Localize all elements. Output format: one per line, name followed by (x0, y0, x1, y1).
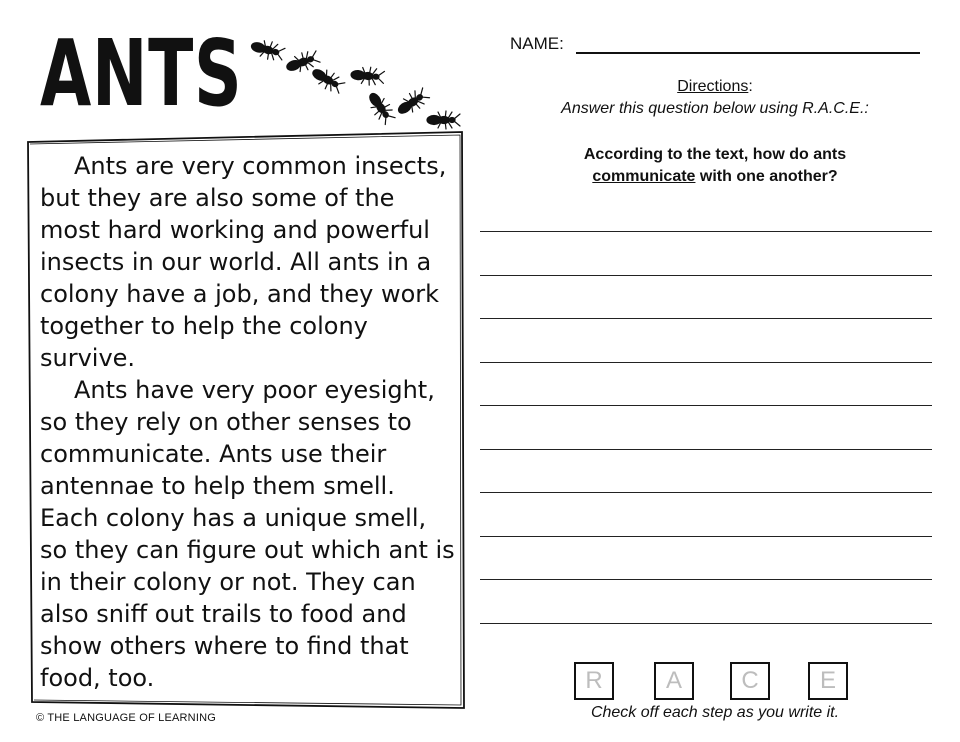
answer-line[interactable] (480, 492, 932, 493)
answer-line[interactable] (480, 536, 932, 537)
answer-line[interactable] (480, 449, 932, 450)
name-label: NAME: (510, 34, 564, 53)
race-checkbox-r[interactable]: R (574, 662, 614, 700)
question-keyword: communicate (592, 168, 696, 185)
directions-heading: Directions (677, 78, 749, 95)
directions-colon: : (748, 78, 753, 95)
question-line-2: with one another? (695, 168, 838, 185)
answer-line[interactable] (480, 623, 932, 624)
worksheet-title: ANTS (40, 20, 243, 127)
copyright-notice: © THE LANGUAGE OF LEARNING (36, 712, 216, 724)
question-line-1: According to the text, how do ants (583, 146, 847, 163)
directions (510, 76, 920, 120)
name-field (510, 34, 920, 58)
ants-illustration (248, 40, 463, 130)
race-checkbox-a[interactable]: A (654, 662, 694, 700)
reading-passage (40, 150, 460, 694)
answer-line[interactable] (480, 579, 932, 580)
race-checkbox-c[interactable]: C (730, 662, 770, 700)
question-prompt (510, 144, 920, 188)
passage-paragraph-2: Ants have very poor eyesight, so they rely on other senses to communicate. Ants use their antennae to help them smell. Each colony has a unique smell, so they can figure out which ant is in their colony or not. They can also sniff out trails to food and show others where to find that food, too. (40, 376, 455, 692)
answer-line[interactable] (480, 362, 932, 363)
answer-lines[interactable] (480, 231, 932, 666)
passage-paragraph-1: Ants are very common insects, but they are also some of the most hard working and powerful insects in our world. All ants in a colony have a job, and they work together to help the colony survive. (40, 152, 447, 372)
answer-line[interactable] (480, 275, 932, 276)
answer-line[interactable] (480, 231, 932, 232)
name-write-line[interactable] (576, 52, 920, 54)
directions-instruction: Answer this question below using R.A.C.E.: (561, 100, 869, 117)
answer-line[interactable] (480, 405, 932, 406)
checkoff-instruction: Check off each step as you write it. (590, 704, 840, 721)
race-checkbox-e[interactable]: E (808, 662, 848, 700)
answer-line[interactable] (480, 318, 932, 319)
race-checklist (574, 662, 874, 700)
